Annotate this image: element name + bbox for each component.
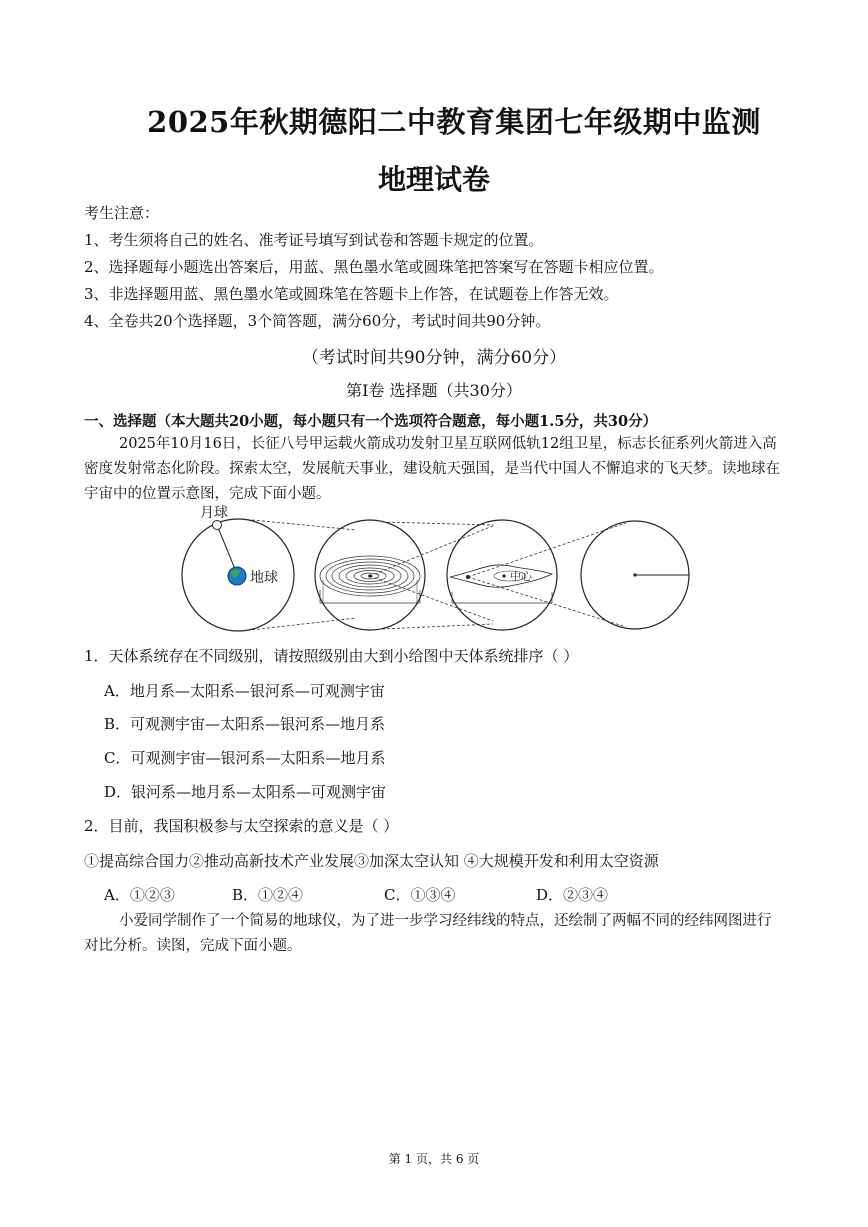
notice-item-1: 1、考生须将自己的姓名、准考证号填写到试卷和答题卡规定的位置。 xyxy=(84,231,544,249)
q2-option-b[interactable]: B．①②④ xyxy=(232,886,304,904)
q2-option-d[interactable]: D．②③④ xyxy=(536,886,609,904)
q1-option-d[interactable]: D．银河系—地月系—太阳系—可观测宇宙 xyxy=(104,783,387,801)
q2-stem: 2．目前，我国积极参与太空探索的意义是（ ） xyxy=(84,817,399,835)
q1-stem: 1．天体系统存在不同级别，请按照级别由大到小给图中天体系统排序（ ） xyxy=(84,647,579,665)
notice-heading: 考生注意： xyxy=(84,204,160,222)
galaxy-disk xyxy=(450,565,552,587)
q1-option-b[interactable]: B．可观测宇宙—太阳系—银河系—地月系 xyxy=(104,715,386,733)
passage-1: 2025年10月16日，长征八号甲运载火箭成功发射卫星互联网低轨12组卫星，标志长征系列火箭进入高密度发射常态化阶段。探索太空，发展航天事业，建设航天强国，是当代中国人不懈追求的飞天梦。读地球在宇宙中的位置示意图，完成下面小题。 xyxy=(84,436,780,502)
page-footer: 第 1 页，共 6 页 xyxy=(388,1152,480,1166)
section1-heading: 一、选择题（本大题共20小题，每小题只有一个选项符合题意，每小题1.5分，共30分） xyxy=(84,413,658,430)
milky-way-circle xyxy=(447,520,557,630)
q1-option-a[interactable]: A．地月系—太阳系—银河系—可观测宇宙 xyxy=(104,682,385,700)
notice-item-3: 3、非选择题用蓝、黑色墨水笔或圆珠笔在答题卡上作答，在试题卷上作答无效。 xyxy=(84,285,619,303)
notice-item-4: 4、全卷共20个选择题，3个简答题，满分60分，考试时间共90分钟。 xyxy=(84,312,551,330)
exam-subtitle: 地理试卷 xyxy=(377,163,490,196)
earth-label: 地球 xyxy=(250,570,278,586)
q2-option-a[interactable]: A．①②③ xyxy=(104,886,175,904)
part1-title: 第Ⅰ卷 选择题（共30分） xyxy=(346,381,522,400)
moon-orbit-radius xyxy=(217,525,237,574)
galaxy-center-label: 中心 xyxy=(510,570,532,583)
q1-option-c[interactable]: C．可观测宇宙—银河系—太阳系—地月系 xyxy=(104,749,386,767)
moon-label: 月球 xyxy=(200,505,228,521)
q2-option-c[interactable]: C．①③④ xyxy=(384,886,456,904)
exam-info: （考试时间共90分钟，满分60分） xyxy=(301,348,567,368)
moon-icon xyxy=(213,521,222,530)
universe-figure xyxy=(180,500,700,635)
passage-2: 小爱同学制作了一个简易的地球仪，为了进一步学习经纬线的特点，还绘制了两幅不同的经纬网图进行对比分析。读图，完成下面小题。 xyxy=(84,913,772,954)
q2-statements: ①提高综合国力②推动高新技术产业发展③加深太空认知 ④大规模开发和利用太空资源 xyxy=(84,852,659,870)
exam-title: 2025年秋期德阳二中教育集团七年级期中监测 xyxy=(147,105,761,139)
notice-item-2: 2、选择题每小题选出答案后，用蓝、黑色墨水笔或圆珠笔把答案写在答题卡相应位置。 xyxy=(84,258,664,276)
